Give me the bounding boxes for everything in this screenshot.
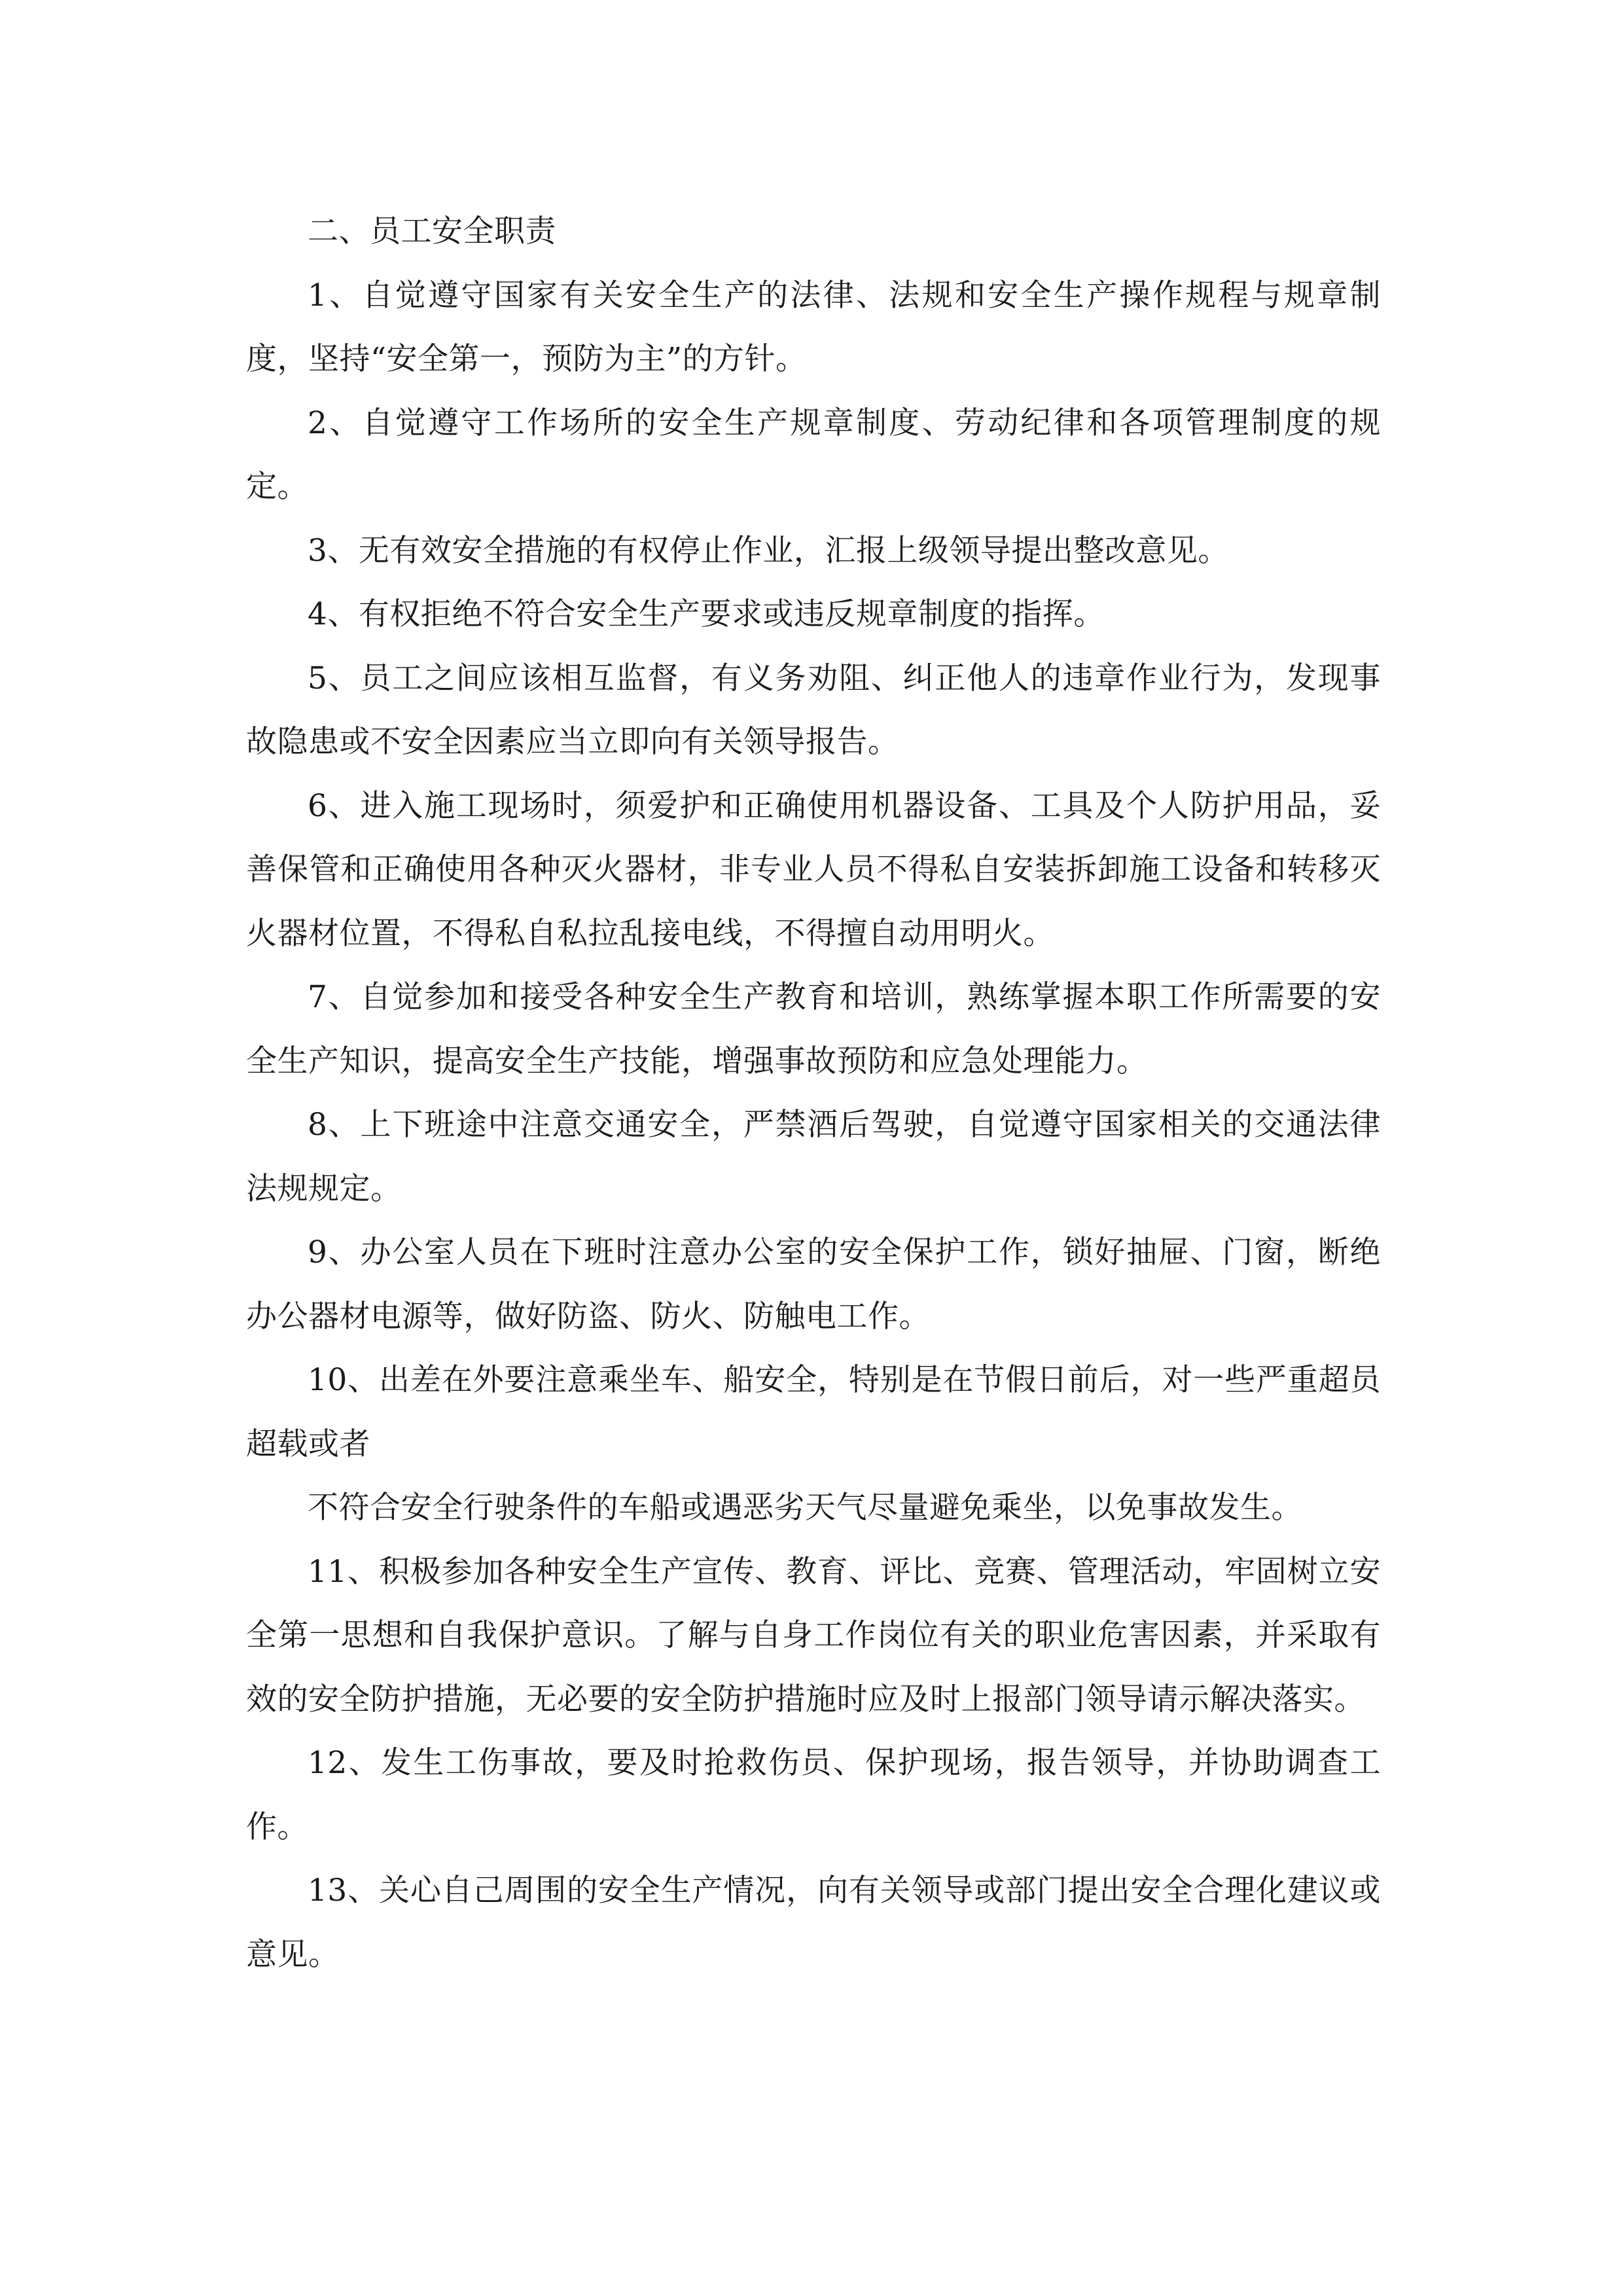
duty-item-5: 5、员工之间应该相互监督，有义务劝阻、纠正他人的违章作业行为，发现事故隐患或不安全因素应当立即向有关领导报告。: [246, 660, 1381, 760]
duty-item-8: 8、上下班途中注意交通安全，严禁酒后驾驶，自觉遵守国家相关的交通法律法规规定。: [246, 1107, 1381, 1207]
duty-item-10-continued: 不符合安全行驶条件的车船或遇恶劣天气尽量避免乘坐，以免事故发生。: [308, 1490, 1302, 1526]
duty-item-1: 1、自觉遵守国家有关安全生产的法律、法规和安全生产操作规程与规章制度，坚持“安全第一，预防为主”的方针。: [246, 277, 1381, 377]
duty-item-11: 11、积极参加各种安全生产宣传、教育、评比、竞赛、管理活动，牢固树立安全第一思想和自我保护意识。了解与自身工作岗位有关的职业危害因素，并采取有效的安全防护措施，无必要的安全防护措施时应及时上报部门领导请示解决落实。: [246, 1553, 1381, 1717]
duty-item-7: 7、自觉参加和接受各种安全生产教育和培训，熟练掌握本职工作所需要的安全生产知识，提高安全生产技能，增强事故预防和应急处理能力。: [246, 979, 1381, 1079]
duty-item-4: 4、有权拒绝不符合安全生产要求或违反规章制度的指挥。: [308, 596, 1105, 632]
document-body: [246, 200, 1381, 1986]
duty-item-9: 9、办公室人员在下班时注意办公室的安全保护工作，锁好抽屉、门窗，断绝办公器材电源等，做好防盗、防火、防触电工作。: [246, 1234, 1381, 1335]
duty-item-12: 12、发生工伤事故，要及时抢救伤员、保护现场，报告领导，并协助调查工作。: [246, 1745, 1381, 1845]
duty-item-13: 13、关心自己周围的安全生产情况，向有关领导或部门提出安全合理化建议或意见。: [246, 1873, 1381, 1973]
duty-item-10: 10、出差在外要注意乘坐车、船安全，特别是在节假日前后，对一些严重超员超载或者: [246, 1362, 1381, 1462]
section-heading: 二、员工安全职责: [308, 213, 556, 249]
duty-item-2: 2、自觉遵守工作场所的安全生产规章制度、劳动纪律和各项管理制度的规定。: [246, 404, 1381, 505]
duty-item-6: 6、进入施工现场时，须爱护和正确使用机器设备、工具及个人防护用品，妥善保管和正确使用各种灭火器材，非专业人员不得私自安装拆卸施工设备和转移灭火器材位置，不得私自私拉乱接电线，不得擅自动用明火。: [246, 787, 1381, 952]
duty-item-3: 3、无有效安全措施的有权停止作业，汇报上级领导提出整改意见。: [308, 532, 1229, 569]
